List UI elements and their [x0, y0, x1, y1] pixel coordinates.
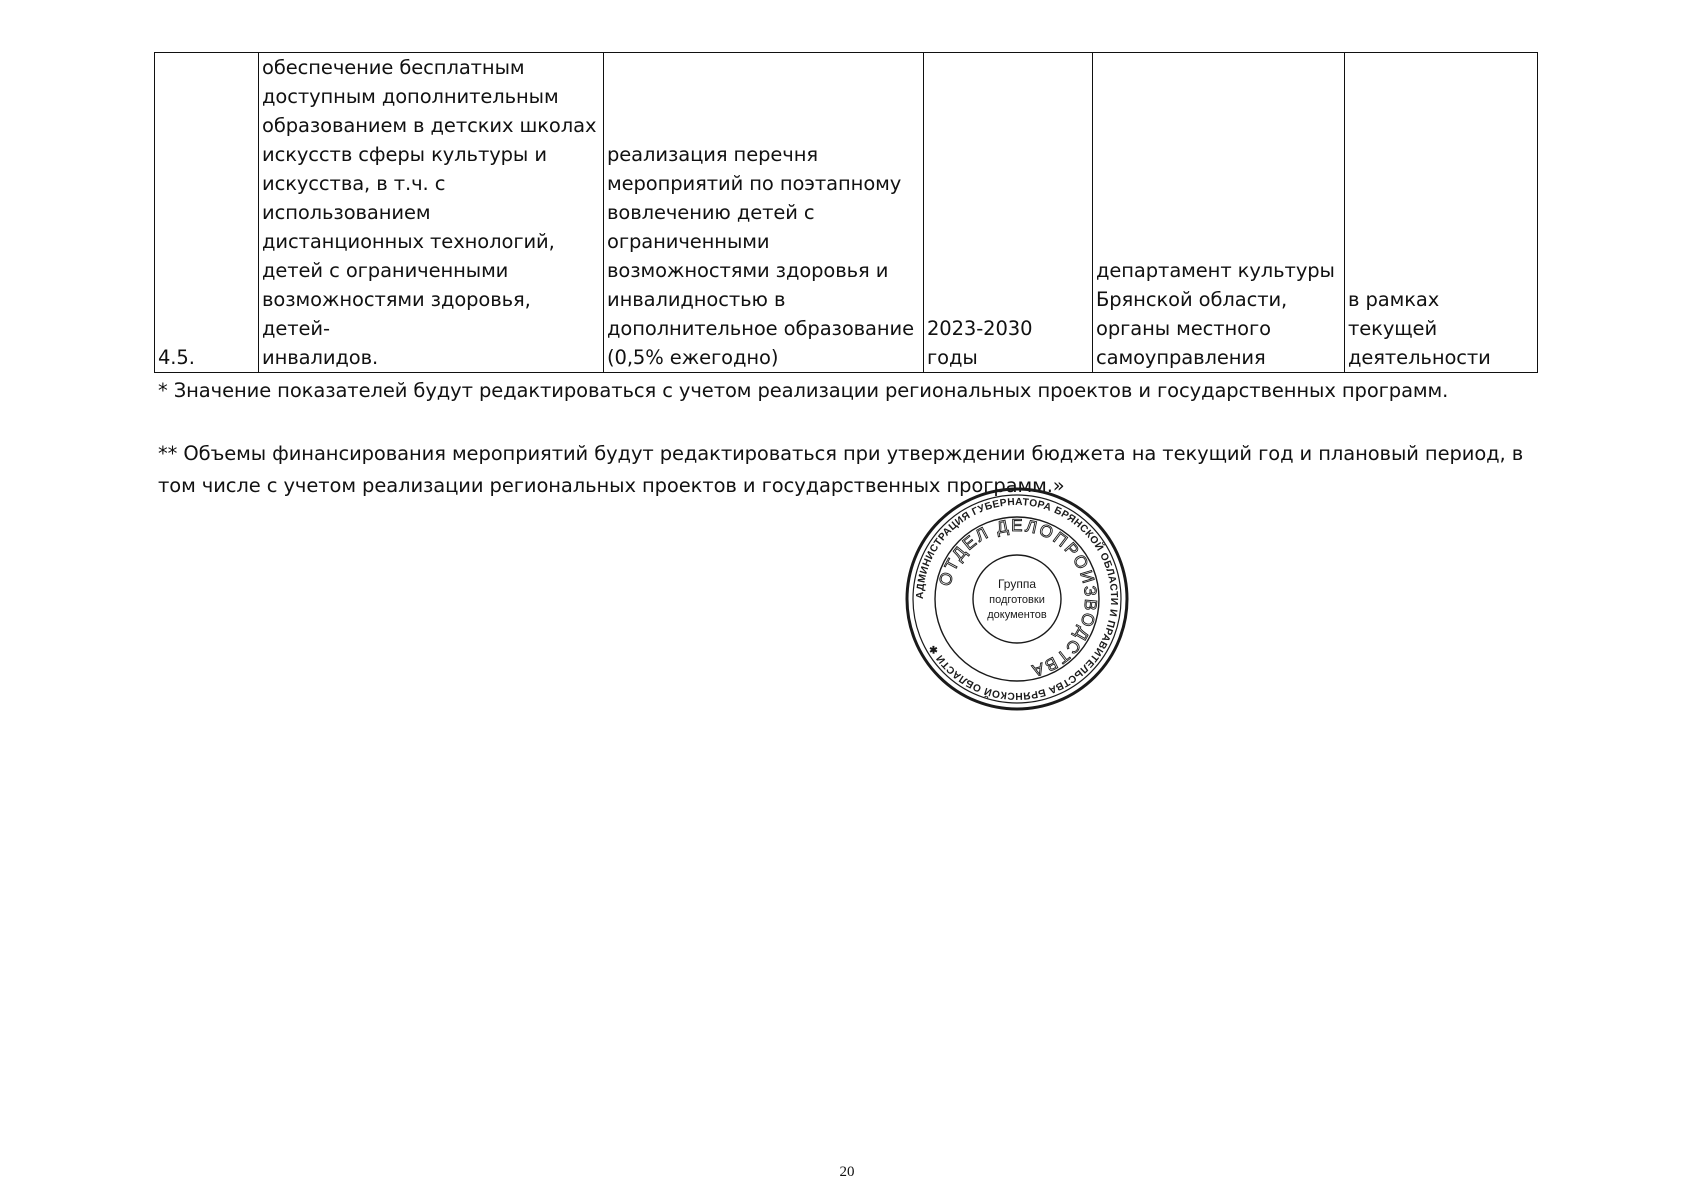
- activity-cell: реализация перечня мероприятий по поэтапному вовлечению детей с ограниченными возможностями здоровья и инвалидностью в дополнительное образование (0,5% ежегодно): [604, 53, 924, 373]
- stamp-center-line3: документов: [987, 609, 1047, 621]
- stamp-center-line2: подготовки: [989, 594, 1045, 606]
- measures-table: [154, 52, 1538, 373]
- office-stamp: [904, 486, 1130, 712]
- term-cell: 2023-2030 годы: [924, 53, 1093, 373]
- table-row: [155, 53, 1538, 373]
- row-number-cell: 4.5.: [155, 53, 259, 373]
- financing-cell: в рамках текущей деятельности: [1345, 53, 1538, 373]
- stamp-center-line1: Группа: [997, 577, 1037, 591]
- executor-cell: департамент культуры Брянской области, органы местного самоуправления: [1093, 53, 1345, 373]
- stamp-outer-text: АДМИНИСТРАЦИЯ ГУБЕРНАТОРА БРЯНСКОЙ ОБЛАСТИ И ПРАВИТЕЛЬСТВА БРЯНСКОЙ ОБЛАСТИ ✱: [914, 496, 1120, 702]
- footnote-indicators: * Значение показателей будут редактироваться с учетом реализации региональных проектов и государственных программ.: [158, 379, 1449, 402]
- stamp-ring-text: ОТДЕЛ ДЕЛОПРОИЗВОДСТВА: [935, 515, 1101, 681]
- footnote-financing: ** Объемы финансирования мероприятий будут редактироваться при утверждении бюджета на текущий год и плановый период, в том числе с учетом реализации региональных проектов и государственных программ.»: [158, 442, 1524, 497]
- task-cell: обеспечение бесплатным доступным дополнительным образованием в детских школах искусств сферы культуры и искусства, в т.ч. с использованием дистанционных технологий, детей с ограниченными возможностями здоровья, детей- инвалидов.: [259, 53, 604, 373]
- page-number: 20: [839, 1164, 855, 1180]
